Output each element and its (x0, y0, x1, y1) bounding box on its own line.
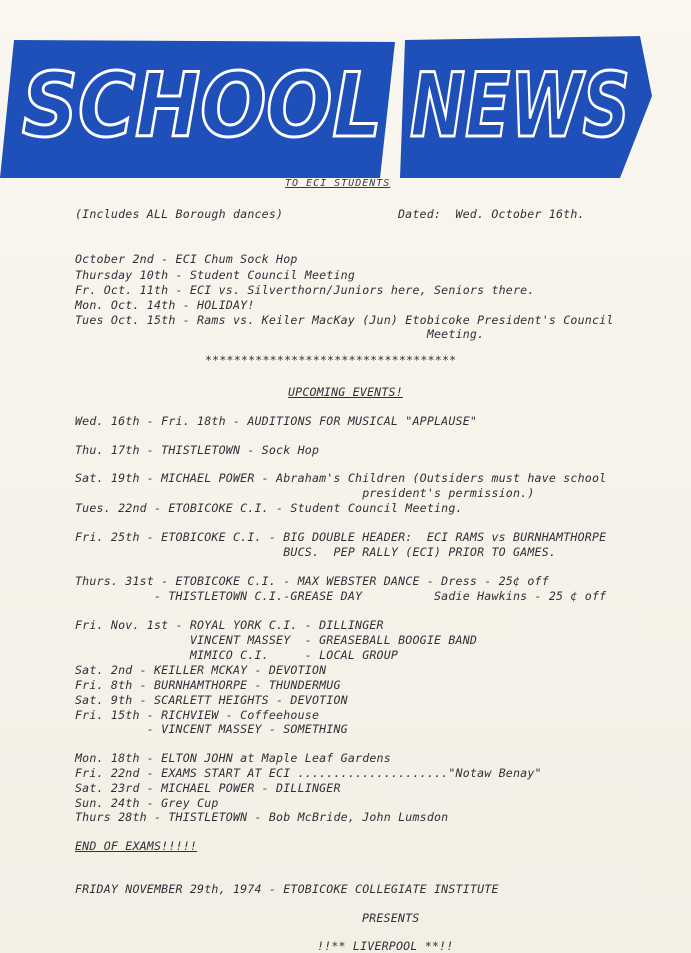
past-event-line: Thursday 10th - Student Council Meeting (75, 268, 356, 282)
event-line: Fri. 25th - ETOBICOKE C.I. - BIG DOUBLE HEADER: ECI RAMS vs BURNHAMTHORPE (75, 530, 607, 544)
event-line: Fri. 22nd - EXAMS START AT ECI ....................."Notaw Benay" (75, 766, 542, 780)
banner-word-news: NEWS (410, 54, 630, 157)
event-line: Thurs. 31st - ETOBICOKE C.I. - MAX WEBSTER DANCE - Dress - 25¢ off (75, 574, 549, 588)
event-line: Tues. 22nd - ETOBICOKE C.I. - Student Council Meeting. (75, 501, 463, 515)
footer-presents: PRESENTS (362, 911, 420, 925)
event-line: Wed. 16th - Fri. 18th - AUDITIONS FOR MUSICAL "APPLAUSE" (75, 414, 478, 428)
event-line: Sun. 24th - Grey Cup (75, 796, 219, 810)
event-line: MIMICO C.I. - LOCAL GROUP (75, 648, 399, 662)
dated-line: Dated: Wed. October 16th. (398, 207, 585, 221)
event-line: Sat. 9th - SCARLETT HEIGHTS - DEVOTION (75, 693, 348, 707)
past-event-line: Fr. Oct. 11th - ECI vs. Silverthorn/Juniors here, Seniors there. (75, 283, 535, 297)
event-line: Sat. 23rd - MICHAEL POWER - DILLINGER (75, 781, 341, 795)
upcoming-title: UPCOMING EVENTS! (288, 385, 403, 399)
event-line: - VINCENT MASSEY - SOMETHING (75, 722, 348, 736)
banner-word-school: SCHOOL (22, 54, 382, 157)
divider: *********************************** (205, 353, 457, 367)
past-event-line: October 2nd - ECI Chum Sock Hop (75, 252, 298, 266)
subtitle: TO ECI STUDENTS (285, 178, 391, 189)
past-event-line: Mon. Oct. 14th - HOLIDAY! (75, 298, 255, 312)
event-line: president's permission.) (75, 486, 535, 500)
event-line: VINCENT MASSEY - GREASEBALL BOOGIE BAND (75, 633, 478, 647)
event-line: Thurs 28th - THISTLETOWN - Bob McBride, John Lumsdon (75, 810, 449, 824)
event-line: Fri. Nov. 1st - ROYAL YORK C.I. - DILLINGER (75, 618, 384, 632)
event-line: BUCS. PEP RALLY (ECI) PRIOR TO GAMES. (75, 545, 557, 559)
event-line: Fri. 8th - BURNHAMTHORPE - THUNDERMUG (75, 678, 341, 692)
footer-date-line: FRIDAY NOVEMBER 29th, 1974 - ETOBICOKE COLLEGIATE INSTITUTE (75, 882, 499, 896)
event-line: Fri. 15th - RICHVIEW - Coffeehouse (75, 708, 320, 722)
school-news-banner (0, 28, 691, 193)
event-line: Mon. 18th - ELTON JOHN at Maple Leaf Gardens (75, 751, 391, 765)
event-line: - THISTLETOWN C.I.-GREASE DAY Sadie Hawkins - 25 ¢ off (75, 589, 607, 603)
includes-note: (Includes ALL Borough dances) (75, 207, 284, 221)
event-line: Thu. 17th - THISTLETOWN - Sock Hop (75, 443, 320, 457)
event-line: Sat. 19th - MICHAEL POWER - Abraham's Children (Outsiders must have school (75, 471, 607, 485)
event-line: Sat. 2nd - KEILLER MCKAY - DEVOTION (75, 663, 327, 677)
past-event-line: Meeting. (75, 327, 485, 341)
end-of-exams: END OF EXAMS!!!!! (75, 839, 198, 853)
past-event-line: Tues Oct. 15th - Rams vs. Keiler MacKay (Jun) Etobicoke President's Council (75, 313, 614, 327)
footer-liverpool: !!** LIVERPOOL **!! (317, 939, 454, 953)
